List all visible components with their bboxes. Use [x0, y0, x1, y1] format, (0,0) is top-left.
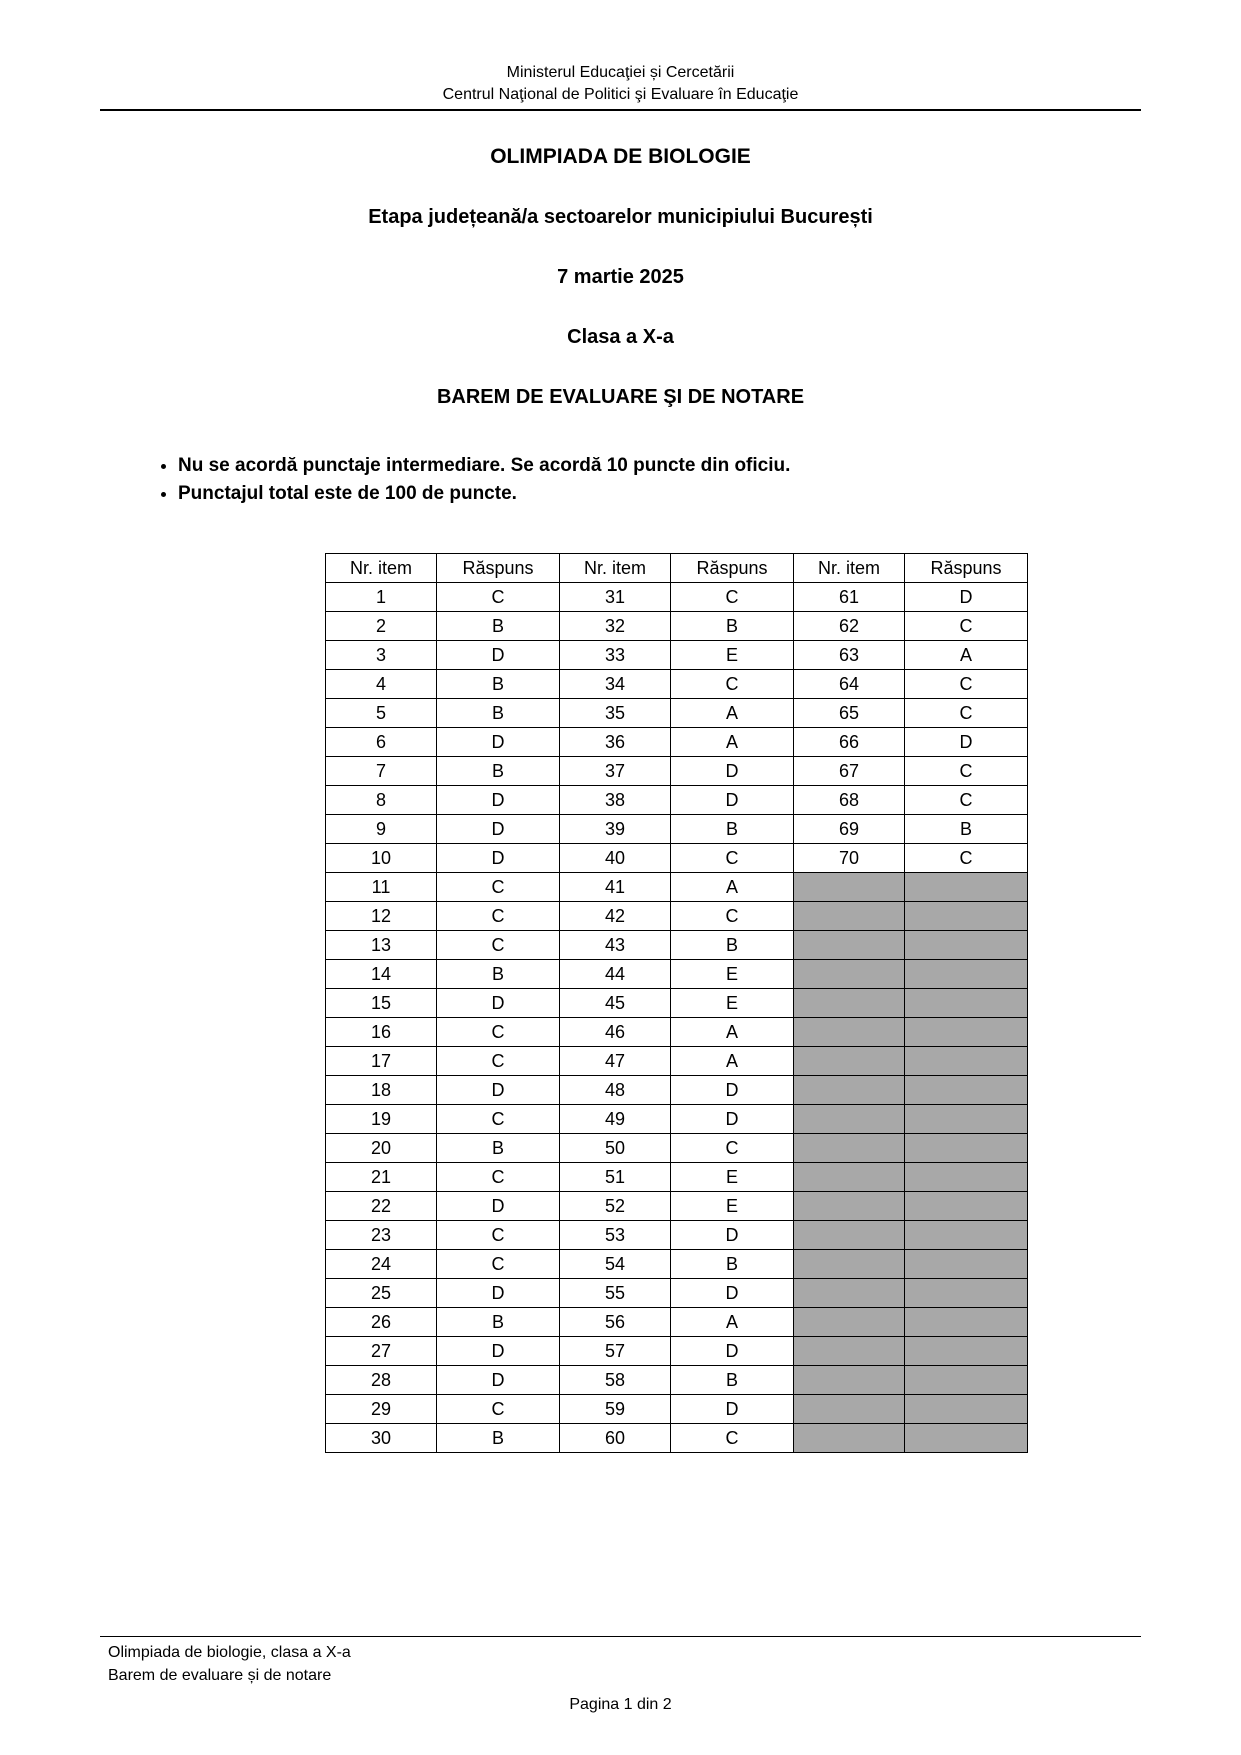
- item-number-cell: [794, 1018, 905, 1047]
- answer-cell: E: [671, 1163, 794, 1192]
- answer-cell: [905, 1163, 1028, 1192]
- item-number-cell: 27: [326, 1337, 437, 1366]
- item-number-cell: 62: [794, 612, 905, 641]
- header-row: [326, 554, 1028, 583]
- answer-cell: D: [671, 1279, 794, 1308]
- note-item: • Nu se acordă punctaje intermediare. Se acordă 10 puncte din oficiu.: [178, 455, 1241, 477]
- date-title: 7 martie 2025: [557, 266, 684, 289]
- answer-cell: A: [671, 873, 794, 902]
- answer-cell: D: [437, 1337, 560, 1366]
- footer-line2: Barem de evaluare și de notare: [108, 1667, 332, 1685]
- item-number-cell: 24: [326, 1250, 437, 1279]
- answer-cell: C: [905, 612, 1028, 641]
- answer-cell: [905, 1337, 1028, 1366]
- answer-cell: [905, 931, 1028, 960]
- table-row: [326, 786, 1028, 815]
- table-row: [326, 641, 1028, 670]
- answer-cell: [905, 960, 1028, 989]
- item-number-cell: 69: [794, 815, 905, 844]
- answer-cell: C: [437, 1221, 560, 1250]
- answer-cell: D: [437, 786, 560, 815]
- item-number-cell: [794, 1134, 905, 1163]
- item-number-cell: 34: [560, 670, 671, 699]
- item-number-cell: 64: [794, 670, 905, 699]
- item-number-cell: 15: [326, 989, 437, 1018]
- item-number-cell: [794, 931, 905, 960]
- item-number-cell: 37: [560, 757, 671, 786]
- answer-cell: [905, 1047, 1028, 1076]
- item-number-cell: 9: [326, 815, 437, 844]
- answer-cell: C: [671, 670, 794, 699]
- item-number-cell: 11: [326, 873, 437, 902]
- item-number-cell: 66: [794, 728, 905, 757]
- answer-cell: [905, 1308, 1028, 1337]
- answer-cell: [905, 902, 1028, 931]
- item-number-cell: 52: [560, 1192, 671, 1221]
- table-row: [326, 1047, 1028, 1076]
- answer-cell: B: [437, 670, 560, 699]
- item-number-cell: 12: [326, 902, 437, 931]
- item-number-cell: [794, 1250, 905, 1279]
- answer-cell: [905, 1250, 1028, 1279]
- answer-cell: D: [437, 815, 560, 844]
- answer-cell: C: [437, 873, 560, 902]
- table-row: [326, 815, 1028, 844]
- answer-cell: C: [905, 699, 1028, 728]
- answer-cell: D: [437, 989, 560, 1018]
- item-number-cell: [794, 1308, 905, 1337]
- answer-cell: [905, 1395, 1028, 1424]
- item-number-cell: [794, 1105, 905, 1134]
- column-header-answer: Răspuns: [671, 554, 794, 583]
- item-number-cell: 65: [794, 699, 905, 728]
- table-row: [326, 728, 1028, 757]
- table-row: [326, 1221, 1028, 1250]
- item-number-cell: 36: [560, 728, 671, 757]
- item-number-cell: 51: [560, 1163, 671, 1192]
- item-number-cell: [794, 1192, 905, 1221]
- ministry-header: [0, 0, 1241, 105]
- column-header-item: Nr. item: [326, 554, 437, 583]
- item-number-cell: 41: [560, 873, 671, 902]
- answer-cell: [905, 873, 1028, 902]
- item-number-cell: [794, 873, 905, 902]
- item-number-cell: [794, 1337, 905, 1366]
- item-number-cell: 60: [560, 1424, 671, 1453]
- note-item: • Punctajul total este de 100 de puncte.: [178, 483, 1241, 505]
- item-number-cell: 61: [794, 583, 905, 612]
- answer-cell: [905, 1018, 1028, 1047]
- item-number-cell: 68: [794, 786, 905, 815]
- item-number-cell: 55: [560, 1279, 671, 1308]
- item-number-cell: 40: [560, 844, 671, 873]
- answer-cell: C: [437, 902, 560, 931]
- answer-cell: C: [671, 902, 794, 931]
- item-number-cell: 7: [326, 757, 437, 786]
- answer-cell: B: [905, 815, 1028, 844]
- table-row: [326, 902, 1028, 931]
- barem-subtitle: BAREM DE EVALUARE ŞI DE NOTARE: [436, 386, 805, 409]
- item-number-cell: 14: [326, 960, 437, 989]
- item-number-cell: [794, 989, 905, 1018]
- ministry-line2: Centrul Naţional de Politici şi Evaluare în Educaţie: [442, 85, 799, 103]
- item-number-cell: 50: [560, 1134, 671, 1163]
- answer-cell: [905, 1366, 1028, 1395]
- answer-cell: B: [671, 815, 794, 844]
- table-row: [326, 1279, 1028, 1308]
- item-number-cell: 35: [560, 699, 671, 728]
- item-number-cell: 23: [326, 1221, 437, 1250]
- column-header-item: Nr. item: [794, 554, 905, 583]
- item-number-cell: 45: [560, 989, 671, 1018]
- item-number-cell: 8: [326, 786, 437, 815]
- column-header-answer: Răspuns: [905, 554, 1028, 583]
- title-block: [0, 145, 1241, 409]
- answer-cell: D: [437, 641, 560, 670]
- table-row: [326, 1395, 1028, 1424]
- item-number-cell: 42: [560, 902, 671, 931]
- answer-cell: [905, 1105, 1028, 1134]
- answer-cell: E: [671, 989, 794, 1018]
- table-row: [326, 1250, 1028, 1279]
- item-number-cell: 21: [326, 1163, 437, 1192]
- answer-cell: B: [437, 757, 560, 786]
- item-number-cell: 17: [326, 1047, 437, 1076]
- answer-table-body: [326, 583, 1028, 1453]
- table-row: [326, 989, 1028, 1018]
- answer-cell: B: [437, 1424, 560, 1453]
- item-number-cell: 57: [560, 1337, 671, 1366]
- answer-cell: D: [437, 1279, 560, 1308]
- item-number-cell: [794, 1047, 905, 1076]
- answer-cell: [905, 1134, 1028, 1163]
- item-number-cell: 4: [326, 670, 437, 699]
- answer-cell: D: [671, 1221, 794, 1250]
- stage-title: Etapa județeană/a sectoarelor municipiului București: [368, 206, 873, 229]
- answer-cell: A: [671, 728, 794, 757]
- answer-cell: A: [905, 641, 1028, 670]
- answer-cell: [905, 989, 1028, 1018]
- answer-cell: [905, 1424, 1028, 1453]
- table-row: [326, 583, 1028, 612]
- item-number-cell: 48: [560, 1076, 671, 1105]
- item-number-cell: 63: [794, 641, 905, 670]
- item-number-cell: 13: [326, 931, 437, 960]
- table-row: [326, 931, 1028, 960]
- item-number-cell: 46: [560, 1018, 671, 1047]
- answer-cell: C: [437, 1250, 560, 1279]
- answer-cell: D: [437, 1192, 560, 1221]
- answer-cell: B: [671, 612, 794, 641]
- answer-cell: B: [437, 612, 560, 641]
- item-number-cell: [794, 1424, 905, 1453]
- footer-line1: Olimpiada de biologie, clasa a X-a: [108, 1644, 351, 1661]
- answer-cell: B: [671, 1250, 794, 1279]
- answer-cell: C: [671, 1134, 794, 1163]
- item-number-cell: 26: [326, 1308, 437, 1337]
- table-row: [326, 1366, 1028, 1395]
- answer-cell: A: [671, 1047, 794, 1076]
- item-number-cell: 25: [326, 1279, 437, 1308]
- item-number-cell: 19: [326, 1105, 437, 1134]
- table-row: [326, 1424, 1028, 1453]
- item-number-cell: 30: [326, 1424, 437, 1453]
- column-header-answer: Răspuns: [437, 554, 560, 583]
- item-number-cell: [794, 1221, 905, 1250]
- item-number-cell: 67: [794, 757, 905, 786]
- item-number-cell: [794, 1279, 905, 1308]
- answer-cell: C: [905, 786, 1028, 815]
- item-number-cell: 49: [560, 1105, 671, 1134]
- answer-cell: [905, 1192, 1028, 1221]
- item-number-cell: 39: [560, 815, 671, 844]
- column-header-item: Nr. item: [560, 554, 671, 583]
- answer-cell: B: [437, 960, 560, 989]
- table-row: [326, 757, 1028, 786]
- item-number-cell: [794, 1163, 905, 1192]
- item-number-cell: 58: [560, 1366, 671, 1395]
- answer-cell: D: [671, 1105, 794, 1134]
- answer-cell: E: [671, 960, 794, 989]
- answer-cell: [905, 1279, 1028, 1308]
- answer-cell: D: [671, 786, 794, 815]
- answer-cell: C: [437, 1395, 560, 1424]
- item-number-cell: [794, 960, 905, 989]
- item-number-cell: 31: [560, 583, 671, 612]
- notes-list: [150, 455, 1241, 505]
- answer-cell: C: [437, 1047, 560, 1076]
- item-number-cell: 44: [560, 960, 671, 989]
- item-number-cell: [794, 1076, 905, 1105]
- answer-cell: C: [905, 670, 1028, 699]
- item-number-cell: 22: [326, 1192, 437, 1221]
- table-row: [326, 960, 1028, 989]
- answer-cell: D: [437, 1366, 560, 1395]
- answer-cell: C: [905, 757, 1028, 786]
- answer-cell: C: [905, 844, 1028, 873]
- table-row: [326, 699, 1028, 728]
- item-number-cell: 2: [326, 612, 437, 641]
- answer-cell: A: [671, 699, 794, 728]
- table-row: [326, 873, 1028, 902]
- table-row: [326, 1192, 1028, 1221]
- answer-cell: C: [437, 1018, 560, 1047]
- item-number-cell: 20: [326, 1134, 437, 1163]
- table-row: [326, 1163, 1028, 1192]
- answer-cell: D: [437, 728, 560, 757]
- answer-cell: D: [671, 1337, 794, 1366]
- answer-cell: [905, 1221, 1028, 1250]
- table-row: [326, 1076, 1028, 1105]
- table-row: [326, 1105, 1028, 1134]
- answer-cell: C: [671, 1424, 794, 1453]
- table-row: [326, 612, 1028, 641]
- table-row: [326, 844, 1028, 873]
- item-number-cell: 32: [560, 612, 671, 641]
- item-number-cell: 33: [560, 641, 671, 670]
- item-number-cell: 43: [560, 931, 671, 960]
- table-row: [326, 1134, 1028, 1163]
- answer-cell: D: [671, 757, 794, 786]
- answer-cell: C: [437, 1105, 560, 1134]
- page-number: Pagina 1 din 2: [569, 1696, 672, 1714]
- grade-title: Clasa a X-a: [567, 326, 674, 349]
- answer-cell: D: [905, 583, 1028, 612]
- item-number-cell: 53: [560, 1221, 671, 1250]
- answer-cell: [905, 1076, 1028, 1105]
- page-footer: [100, 1636, 1141, 1717]
- table-row: [326, 1308, 1028, 1337]
- answer-cell: D: [905, 728, 1028, 757]
- item-number-cell: 59: [560, 1395, 671, 1424]
- item-number-cell: [794, 1366, 905, 1395]
- item-number-cell: 47: [560, 1047, 671, 1076]
- answer-cell: B: [437, 699, 560, 728]
- item-number-cell: [794, 902, 905, 931]
- item-number-cell: 16: [326, 1018, 437, 1047]
- item-number-cell: 1: [326, 583, 437, 612]
- answer-key-table: [325, 553, 1028, 1453]
- item-number-cell: 70: [794, 844, 905, 873]
- answer-table-head: [326, 554, 1028, 583]
- answer-cell: E: [671, 1192, 794, 1221]
- answer-cell: D: [437, 1076, 560, 1105]
- answer-cell: A: [671, 1308, 794, 1337]
- item-number-cell: 29: [326, 1395, 437, 1424]
- table-row: [326, 1018, 1028, 1047]
- item-number-cell: 6: [326, 728, 437, 757]
- answer-cell: B: [671, 931, 794, 960]
- item-number-cell: 54: [560, 1250, 671, 1279]
- item-number-cell: 38: [560, 786, 671, 815]
- answer-cell: C: [671, 844, 794, 873]
- item-number-cell: 56: [560, 1308, 671, 1337]
- table-row: [326, 1337, 1028, 1366]
- answer-cell: A: [671, 1018, 794, 1047]
- answer-cell: C: [671, 583, 794, 612]
- item-number-cell: 18: [326, 1076, 437, 1105]
- item-number-cell: 3: [326, 641, 437, 670]
- header-divider: [100, 109, 1141, 111]
- ministry-line1: Ministerul Educaţiei și Cercetării: [506, 64, 735, 81]
- answer-cell: C: [437, 583, 560, 612]
- item-number-cell: 10: [326, 844, 437, 873]
- answer-cell: B: [437, 1134, 560, 1163]
- answer-cell: D: [437, 844, 560, 873]
- item-number-cell: 28: [326, 1366, 437, 1395]
- olympiad-title: OLIMPIADA DE BIOLOGIE: [490, 145, 751, 169]
- table-row: [326, 670, 1028, 699]
- answer-cell: E: [671, 641, 794, 670]
- footer-divider: [100, 1636, 1141, 1637]
- answer-cell: D: [671, 1395, 794, 1424]
- answer-cell: C: [437, 931, 560, 960]
- answer-cell: C: [437, 1163, 560, 1192]
- answer-cell: B: [671, 1366, 794, 1395]
- item-number-cell: 5: [326, 699, 437, 728]
- item-number-cell: [794, 1395, 905, 1424]
- answer-cell: B: [437, 1308, 560, 1337]
- answer-cell: D: [671, 1076, 794, 1105]
